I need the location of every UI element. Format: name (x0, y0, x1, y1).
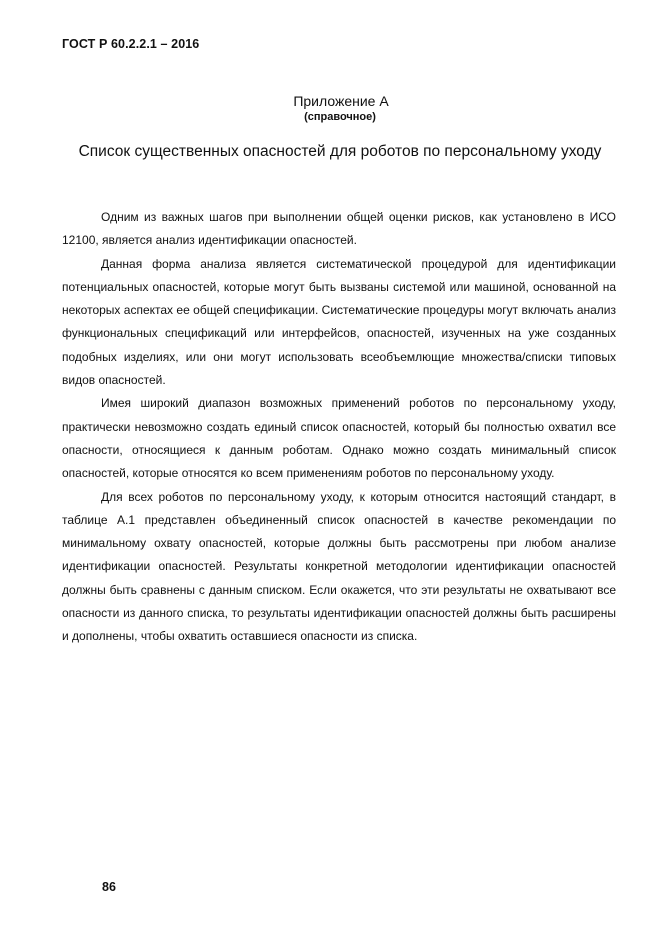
appendix-title: Приложение А (293, 93, 389, 109)
paragraph-4: Для всех роботов по персональному уходу, к которым относится настоящий стандарт, в таблице А.1 представлен объединенный список опасностей в качестве рекомендации по минимальному охвату опасностей, которые должны быть рассмотрены при любом анализе идентификации опасностей. Результаты конкретной методологии идентификации опасностей должны быть сравнены с данным списком. Если окажется, что эти результаты не охватывают все опасности из данного списка, то результаты идентификации опасностей должны быть расширены и дополнены, чтобы охватить оставшиеся опасности из списка. (62, 489, 616, 644)
paragraph-2: Данная форма анализа является систематической процедурой для идентификации потенциальных опасностей, которые могут быть вызваны системой или машиной, основанной на некоторых аспектах ее общей спецификации. Систематические процедуры могут включать анализ функциональных спецификаций или интерфейсов, опасностей, изученных на уже созданных подобных изделиях, или они могут использовать всеобъемлющие множества/списки типовых видов опасностей. (62, 256, 616, 388)
page-number: 86 (102, 880, 116, 894)
paragraph-3: Имея широкий диапазон возможных применений роботов по персональному уходу, практически невозможно создать единый список опасностей, который бы полностью охватил все опасности, относящиеся к данным роботам. Однако можно создать минимальный список опасностей, которые относятся ко всем применениям роботов по персональному уходу. (62, 396, 616, 481)
paragraph-1: Одним из важных шагов при выполнении общей оценки рисков, как установлено в ИСО 12100, является анализ идентификации опасностей. (62, 210, 616, 248)
section-title: Список существенных опасностей для роботов по персональному уходу (78, 143, 602, 160)
appendix-subtitle: (справочное) (304, 111, 376, 123)
body-text (62, 206, 616, 649)
document-header-id: ГОСТ Р 60.2.2.1 – 2016 (62, 37, 200, 51)
